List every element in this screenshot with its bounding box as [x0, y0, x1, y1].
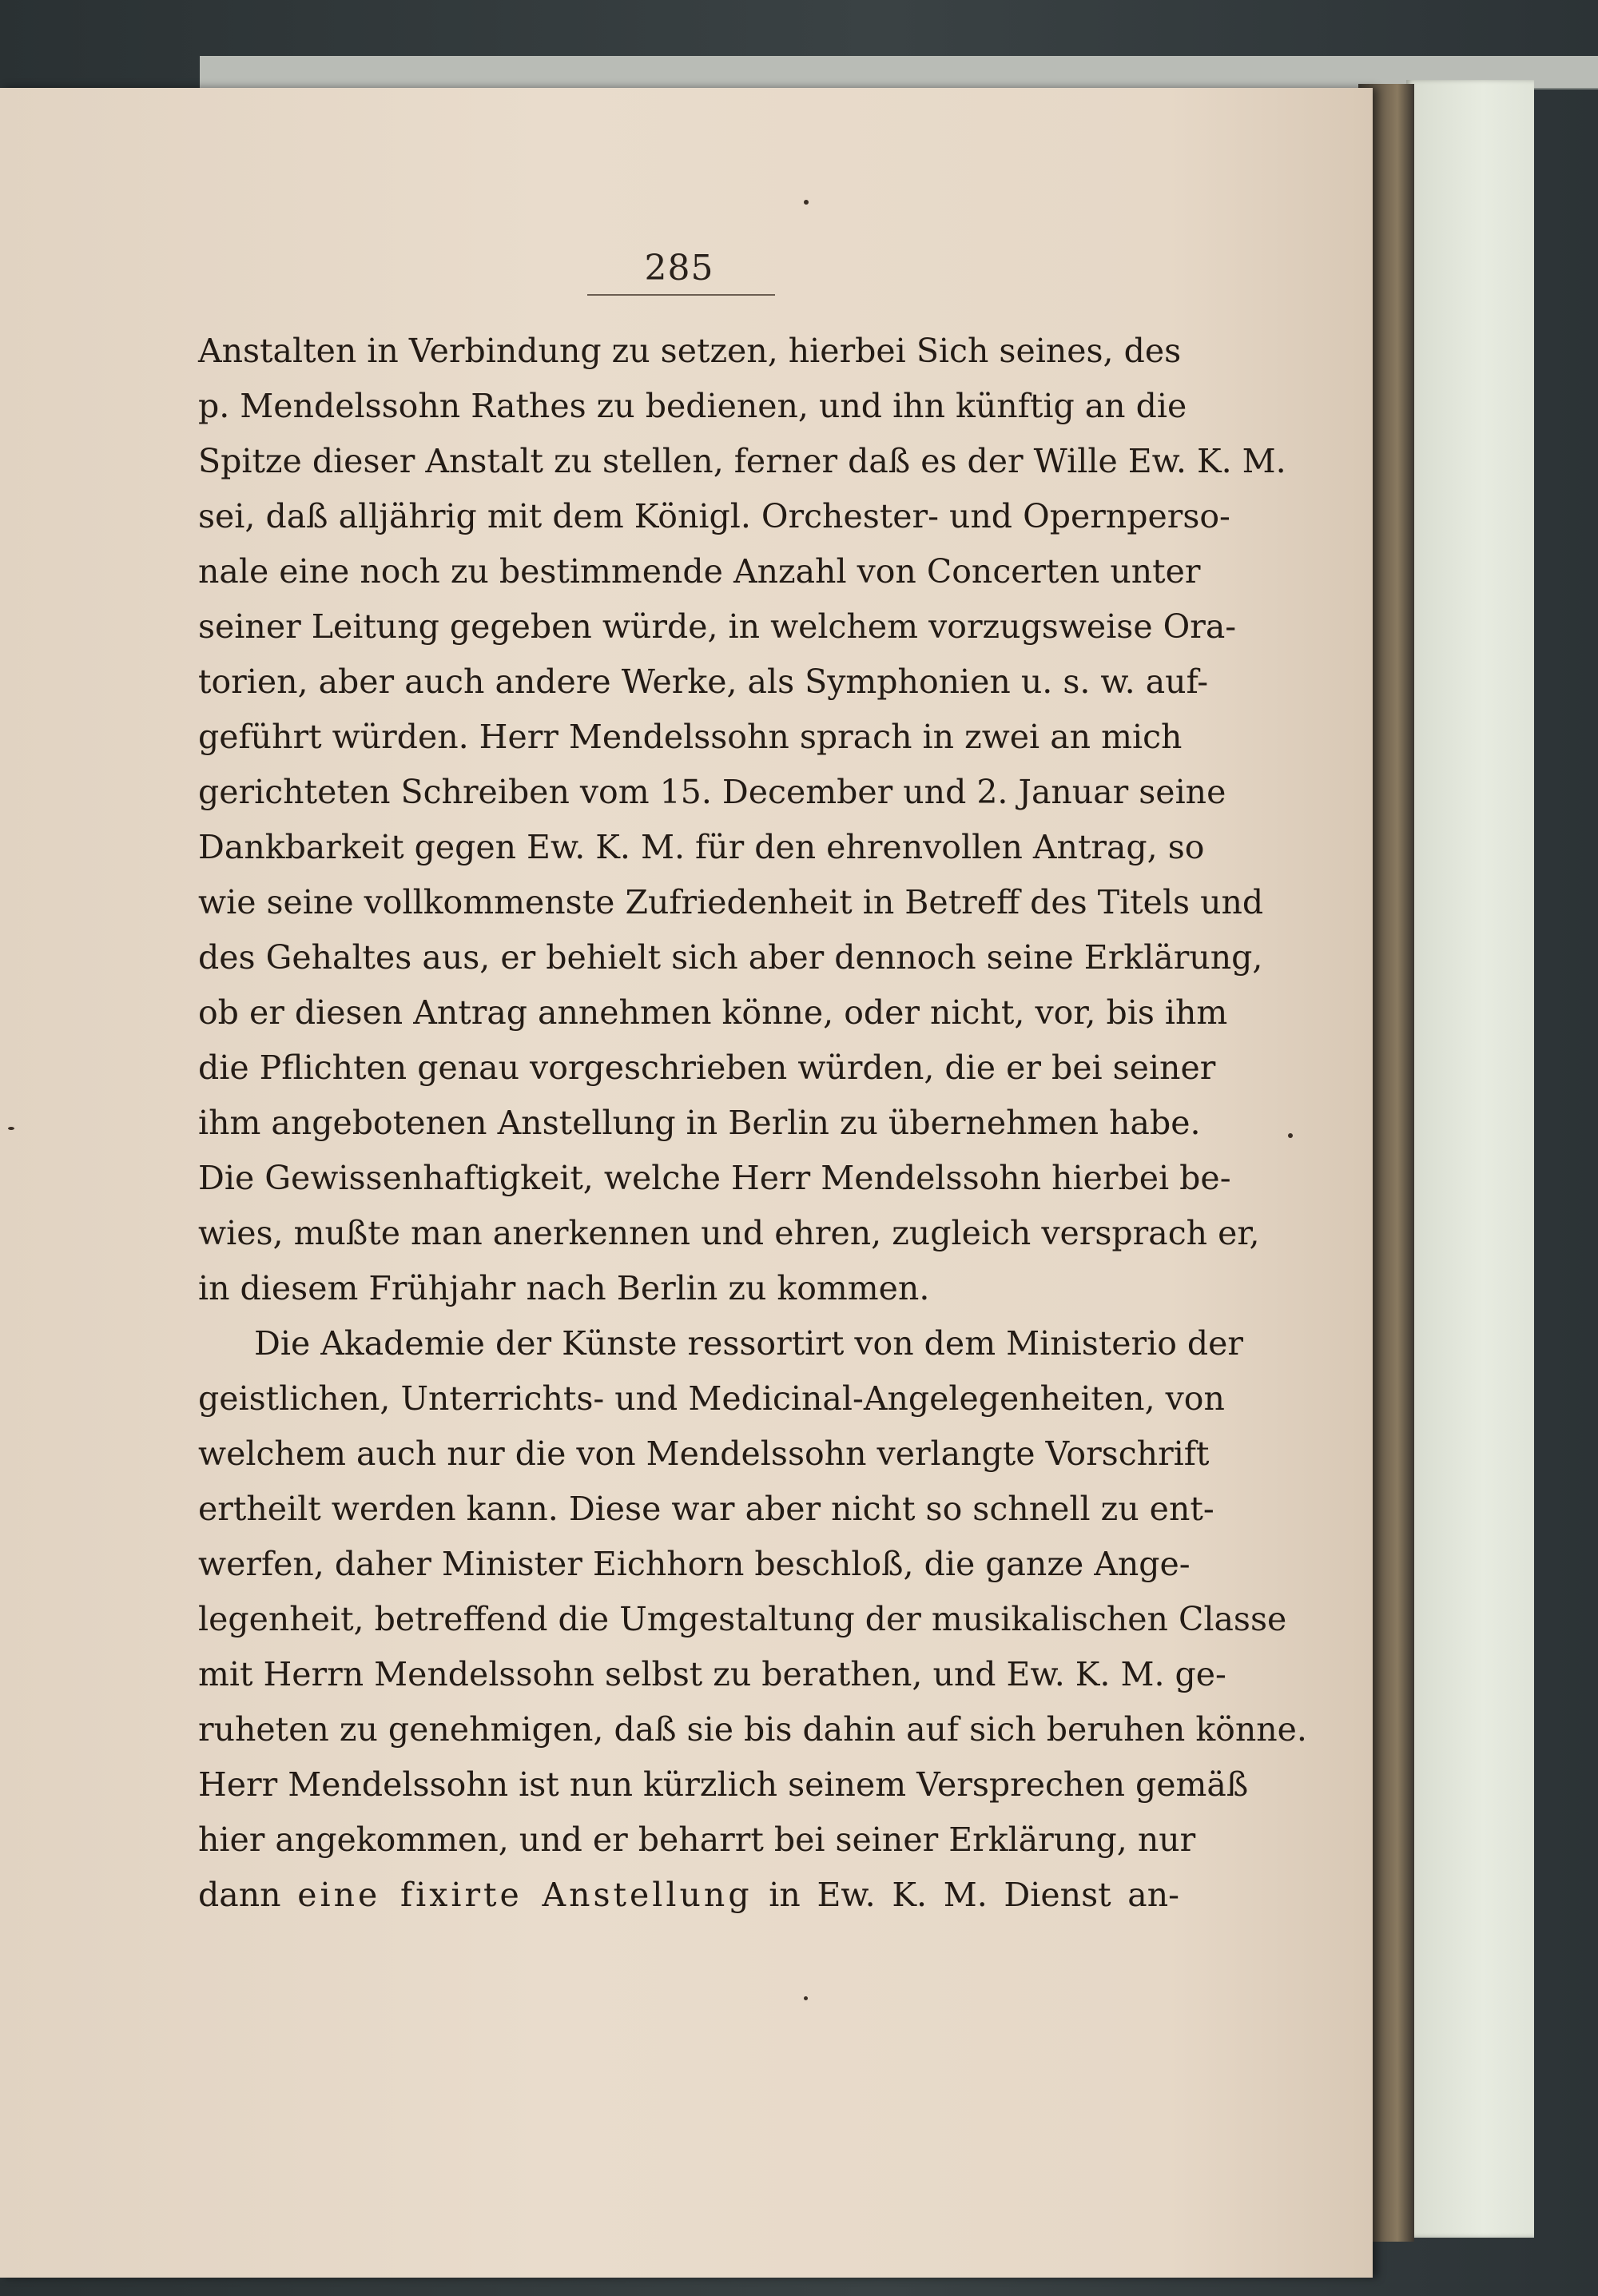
- text-line: mit Herrn Mendelssohn selbst zu berathen, und Ew. K. M. ge-: [198, 1655, 1226, 1693]
- text-line: welchem auch nur die von Mendelssohn verlangte Vorschrift: [198, 1435, 1210, 1473]
- text-line-final: [198, 1868, 1179, 1923]
- text-line: ertheilt werden kann. Diese war aber nicht so schnell zu ent-: [198, 1490, 1214, 1528]
- page-number: 285: [644, 248, 714, 288]
- text-line: Herr Mendelssohn ist nun kürzlich seinem Versprechen gemäß: [198, 1765, 1249, 1804]
- book-page: [0, 88, 1373, 2278]
- page-speck: [804, 1996, 808, 2000]
- text-line: seiner Leitung gegeben würde, in welchem vorzugsweise Ora-: [198, 607, 1237, 646]
- body-text: [198, 324, 1307, 1923]
- text-line: sei, daß alljährig mit dem Königl. Orchester- und Opernperso-: [198, 497, 1230, 535]
- text-line: Die Gewissenhaftigkeit, welche Herr Mendelssohn hierbei be-: [198, 1159, 1231, 1197]
- text-line: geführt würden. Herr Mendelssohn sprach in zwei an mich: [198, 718, 1183, 756]
- text-line: gerichteten Schreiben vom 15. December und 2. Januar seine: [198, 773, 1226, 811]
- text-line: in diesem Frühjahr nach Berlin zu kommen.: [198, 1269, 930, 1307]
- text-line: hier angekommen, und er beharrt bei seiner Erklärung, nur: [198, 1820, 1196, 1859]
- page-speck: [804, 200, 809, 205]
- text-segment: in Ew. K. M. Dienst an-: [752, 1876, 1179, 1914]
- text-line: des Gehaltes aus, er behielt sich aber dennoch seine Erklärung,: [198, 938, 1263, 977]
- text-line: legenheit, betreffend die Umgestaltung der musikalischen Classe: [198, 1600, 1287, 1638]
- page-speck: [1288, 1133, 1293, 1138]
- text-line: wies, mußte man anerkennen und ehren, zugleich versprach er,: [198, 1214, 1260, 1252]
- text-line: ob er diesen Antrag annehmen könne, oder nicht, vor, bis ihm: [198, 993, 1228, 1032]
- text-line: Anstalten in Verbindung zu setzen, hierbei Sich seines, des: [198, 332, 1182, 370]
- page-speck: [8, 1127, 14, 1130]
- text-line: ihm angebotenen Anstellung in Berlin zu übernehmen habe.: [198, 1104, 1201, 1142]
- text-line: geistlichen, Unterrichts- und Medicinal-Angelegenheiten, von: [198, 1379, 1225, 1418]
- spaced-emphasis: eine fixirte Anstellung: [297, 1876, 753, 1914]
- paragraph-1: [198, 324, 1286, 1316]
- text-segment: dann: [198, 1876, 298, 1914]
- header-rule: [587, 294, 775, 296]
- text-line: nale eine noch zu bestimmende Anzahl von Concerten unter: [198, 552, 1201, 591]
- text-line: werfen, daher Minister Eichhorn beschloß, die ganze Ange-: [198, 1545, 1191, 1583]
- text-line: p. Mendelssohn Rathes zu bedienen, und ihn künftig an die: [198, 387, 1187, 425]
- text-line: Spitze dieser Anstalt zu stellen, ferner daß es der Wille Ew. K. M.: [198, 442, 1286, 480]
- paragraph-2: [198, 1316, 1307, 1923]
- text-line: die Pflichten genau vorgeschrieben würden, die er bei seiner: [198, 1049, 1216, 1087]
- endpaper: [1406, 80, 1534, 2238]
- text-line: Dankbarkeit gegen Ew. K. M. für den ehrenvollen Antrag, so: [198, 828, 1205, 866]
- text-line: Die Akademie der Künste ressortirt von dem Ministerio der: [254, 1324, 1244, 1363]
- text-line: torien, aber auch andere Werke, als Symphonien u. s. w. auf-: [198, 663, 1209, 701]
- text-line: wie seine vollkommenste Zufriedenheit in Betreff des Titels und: [198, 883, 1264, 921]
- text-line: ruheten zu genehmigen, daß sie bis dahin auf sich beruhen könne.: [198, 1710, 1307, 1749]
